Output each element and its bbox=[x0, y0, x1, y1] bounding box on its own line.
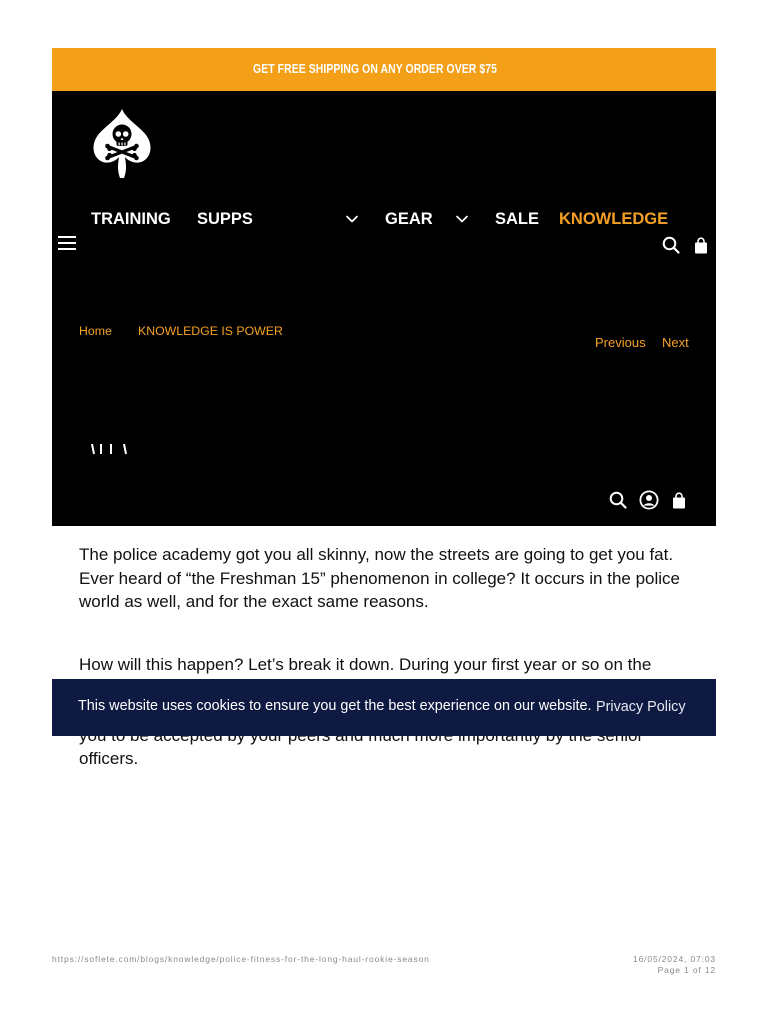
print-footer-datetime: 16/05/2024, 07:03 bbox=[633, 954, 716, 964]
chevron-down-icon[interactable] bbox=[346, 215, 358, 223]
article-paragraph bbox=[79, 543, 709, 614]
breadcrumb-current[interactable]: KNOWLEDGE IS POWER bbox=[138, 324, 283, 338]
cookie-banner bbox=[52, 679, 716, 736]
bag-icon[interactable] bbox=[694, 237, 708, 254]
paragraph-line: world as well, and for the exact same reasons. bbox=[79, 592, 429, 611]
paragraph-line: officers. bbox=[79, 749, 139, 768]
logo[interactable] bbox=[90, 107, 154, 179]
paragraph-line: Ever heard of “the Freshman 15” phenomenon in college? It occurs in the police bbox=[79, 568, 681, 588]
print-footer-url: https://soflete.com/blogs/knowledge/police-fitness-for-the-long-haul-rookie-season bbox=[52, 954, 430, 964]
breadcrumb-home[interactable]: Home bbox=[79, 324, 112, 338]
site-header bbox=[52, 91, 716, 526]
menu-icon[interactable] bbox=[58, 236, 76, 250]
search-icon[interactable] bbox=[609, 491, 627, 509]
nav-item-knowledge[interactable]: KNOWLEDGE bbox=[559, 210, 669, 228]
spade-skull-logo-icon bbox=[90, 107, 154, 179]
print-footer-page: Page 1 of 12 bbox=[657, 965, 716, 975]
user-icon[interactable] bbox=[639, 490, 659, 510]
cropped-title-fragment bbox=[91, 443, 129, 455]
previous-link[interactable]: Previous bbox=[595, 335, 646, 350]
bag-icon[interactable] bbox=[672, 492, 686, 509]
privacy-policy-link[interactable]: Privacy Policy bbox=[596, 699, 686, 715]
nav-item-supps[interactable]: SUPPS bbox=[197, 210, 253, 228]
cookie-message: This website uses cookies to ensure you get the best experience on our website. bbox=[78, 698, 592, 714]
nav-item-training[interactable]: TRAINING bbox=[91, 210, 171, 228]
nav-item-sale[interactable]: SALE bbox=[495, 210, 540, 228]
paragraph-line: The police academy got you all skinny, now the streets are going to get you fat. bbox=[79, 545, 674, 564]
promo-text: GET FREE SHIPPING ON ANY ORDER OVER $75 bbox=[253, 61, 497, 76]
paragraph-line: How will this happen? Let’s break it down. During your first year or so on the bbox=[79, 655, 652, 674]
chevron-down-icon[interactable] bbox=[456, 215, 468, 223]
next-link[interactable]: Next bbox=[662, 335, 689, 350]
nav-item-gear[interactable]: GEAR bbox=[385, 210, 433, 228]
promo-bar bbox=[52, 48, 716, 91]
search-icon[interactable] bbox=[662, 236, 680, 254]
